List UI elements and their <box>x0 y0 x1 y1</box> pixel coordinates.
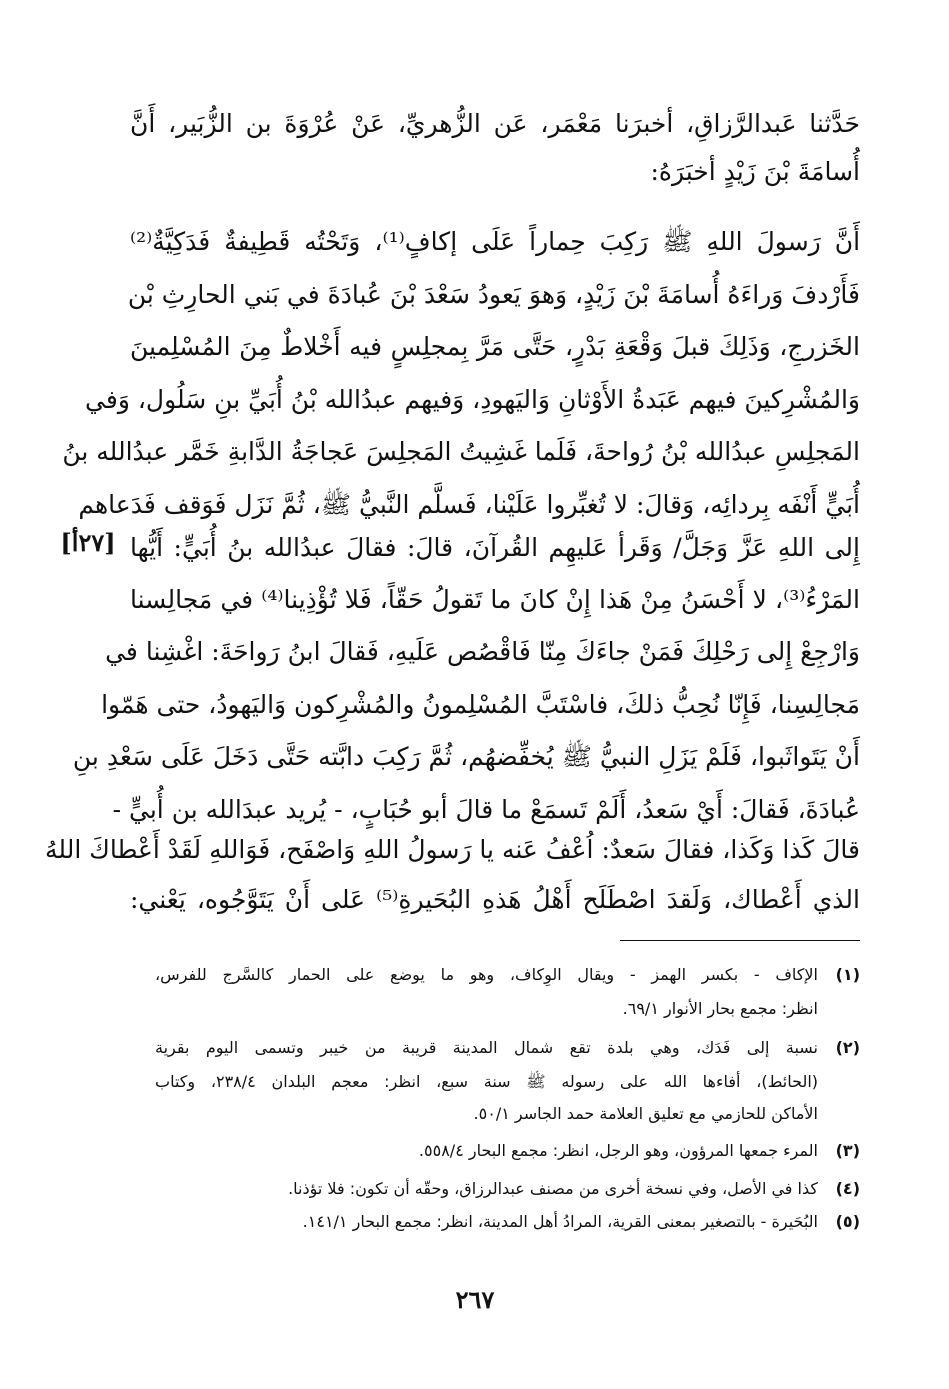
text-line: إِلى اللهِ عَزَّ وَجَلَّ/ وَقَرأ عَليهِم القُرآنَ، قالَ: فقالَ عبدُالله بنُ أُبَيٍّ: أَيُّها <box>130 533 860 562</box>
footnote-1-continued <box>155 992 860 1026</box>
text-line: الذي أَعْطاك، وَلَقدَ اصْطَلَح أَهْلُ هَذهِ البُحَيرةِ⁽⁵⁾ عَلى أَنْ يَتَوَّجُوه، يَعْني: <box>130 885 860 914</box>
text-line: المَجلِسِ عبدُالله بْنُ رُواحةَ، فَلَما غَشِيتُ المَجلِسَ عَجاجَةُ الدَّابةِ خَمَّر عبدُالله بنُ <box>62 437 860 466</box>
text-line: أُسامَةَ بْنَ زَيْدٍ أخبَرَهُ: <box>650 157 860 186</box>
footnote-number: (٢) <box>835 1038 860 1057</box>
footnote-3 <box>155 1134 860 1168</box>
text-line: أُبَيٍّ أَنْفَه بِردائِه، وَقالَ: لا تُغبِّروا عَلَيْنا، فَسلَّم النَّبيُّ ﷺ، ثُمَّ نَزَل فَوَقف فَدَعاهم <box>78 490 860 519</box>
footnote-5 <box>155 1205 860 1239</box>
footnote-separator <box>620 940 860 941</box>
footnote-text: كذا في الأصل، وفي نسخة أخرى من مصنف عبدالرزاق، وحقّه أن تكون: فلا تؤذنا. <box>288 1179 818 1198</box>
text-line: قالَ كَذا وَكَذا، فقالَ سَعدٌ: اُعْفُ عَنه يا رَسولُ اللهِ وَاصْفَح، فَوَاللهِ لَقَدْ أَعْطاكَ اللهُ <box>45 835 860 864</box>
footnote-text: انظر: مجمع بحار الأنوار ٦٩/١. <box>622 999 818 1018</box>
footnote-4 <box>155 1172 860 1206</box>
footnote-2-continued <box>155 1065 860 1099</box>
text-line: مَجالِسِنا، فَإِنّا نُحِبُّ ذلكَ، فاسْتَبَّ المُسْلِمونُ والمُشْرِكون وَاليَهودُ، حتى هَمّوا <box>101 690 860 719</box>
footnote-2 <box>155 1031 860 1065</box>
text-line: أَنْ يَتَواثَبوا، فَلَمْ يَزَلِ النبيُّ ﷺ يُخفِّضهُم، ثُمَّ رَكِبَ دابَّته حَتَّى دَخَلَ عَلَى سَعْدِ بنِ <box>72 742 860 771</box>
footnote-text: البُحَيرة - بالتصغير بمعنى القرية، المرادُ أهل المدينة، انظر: مجمع البحار ١٤١/١. <box>302 1212 818 1231</box>
text-line: المَرْءُ⁽³⁾، لا أَحْسَنُ مِنْ هَذا إِنْ كانَ ما تَقولُ حَقّاً، فَلا تُؤْذِينا⁽⁴⁾ في مَجالِسنا <box>130 585 860 614</box>
text-line: وَالمُشْرِكينَ فيهم عَبَدةُ الأَوْثانِ وَاليَهودِ، وَفيهم عبدُالله بْنُ أُبَيِّ بنِ سَلُول، وَفي <box>85 385 860 414</box>
footnote-number: (١) <box>835 965 860 984</box>
text-line: أَنَّ رَسولَ اللهِ ﷺ رَكِبَ حِماراً عَلَى إكافٍ⁽¹⁾، وَتَحْتُه قَطِيفةٌ فَدَكِيَّةٌ⁽²⁾ <box>130 227 861 256</box>
text-line: حَدَّثنا عَبدالرَّزاقِ، أخبرَنا مَعْمَر، عَن الزُّهريِّ، عَنْ عُرْوَةَ بن الزُّبَير، أَنَّ <box>130 109 860 138</box>
footnote-number: (٤) <box>835 1179 860 1198</box>
footnote-text: نسبة إلى فَدَك، وهي بلدة تقع شمال المدينة قريبة من خيبر وتسمى اليوم بقرية <box>155 1038 818 1057</box>
footnote-1 <box>155 958 860 992</box>
footnote-number: (٥) <box>835 1212 860 1231</box>
footnote-text: (الحائط)، أفاءها الله على رسوله ﷺ سنة سبع، انظر: معجم البلدان ٢٣٨/٤، وكتاب <box>155 1072 819 1091</box>
text-line: عُبادَةَ، فَقالَ: أَيْ سَعدُ، أَلَمْ تَسمَعْ ما قالَ أبو حُبَابٍ، - يُريد عبدَالله بن أُبيٍّ - <box>112 795 860 824</box>
footnote-text: الأماكن للحازمي مع تعليق العلامة حمد الجاسر ٥٠/١. <box>473 1104 818 1123</box>
footnote-text: الإكاف - بكسر الهمز - ويقال الوِكاف، وهو ما يوضع على الحمار كالسَّرج للفرس، <box>155 965 818 984</box>
page-number: ٢٦٧ <box>455 1285 495 1314</box>
text-line: فَأَرْدفَ وَراءَهُ أُسامَةَ بْنَ زَيْدٍ، وَهوَ يَعودُ سَعْدَ بْنَ عُبادَةَ في بَني الحارِثِ بْن <box>127 280 860 309</box>
footnote-text: المرء جمعها المرؤون، وهو الرجل، انظر: مجمع البحار ٥٥٨/٤. <box>418 1141 818 1160</box>
text-line: الخَزرجِ، وَذَلِكَ قبلَ وَقْعَةِ بَدْرٍ، حَتَّى مَرَّ بِمجلِسٍ فيه أَخْلاطٌ مِنَ المُسْلِمينَ <box>130 332 860 361</box>
footnote-number: (٣) <box>835 1141 860 1160</box>
text-line: وَارْجِعْ إِلى رَحْلِكَ فَمَنْ جاءَكَ مِنّا فَاقْصُص عَلَيهِ، فَقالَ ابنُ رَواحَةَ: اغْشِنا في <box>105 637 860 666</box>
manuscript-folio-reference: [٢٧أ] <box>60 528 116 557</box>
footnote-2-continued <box>155 1097 860 1131</box>
